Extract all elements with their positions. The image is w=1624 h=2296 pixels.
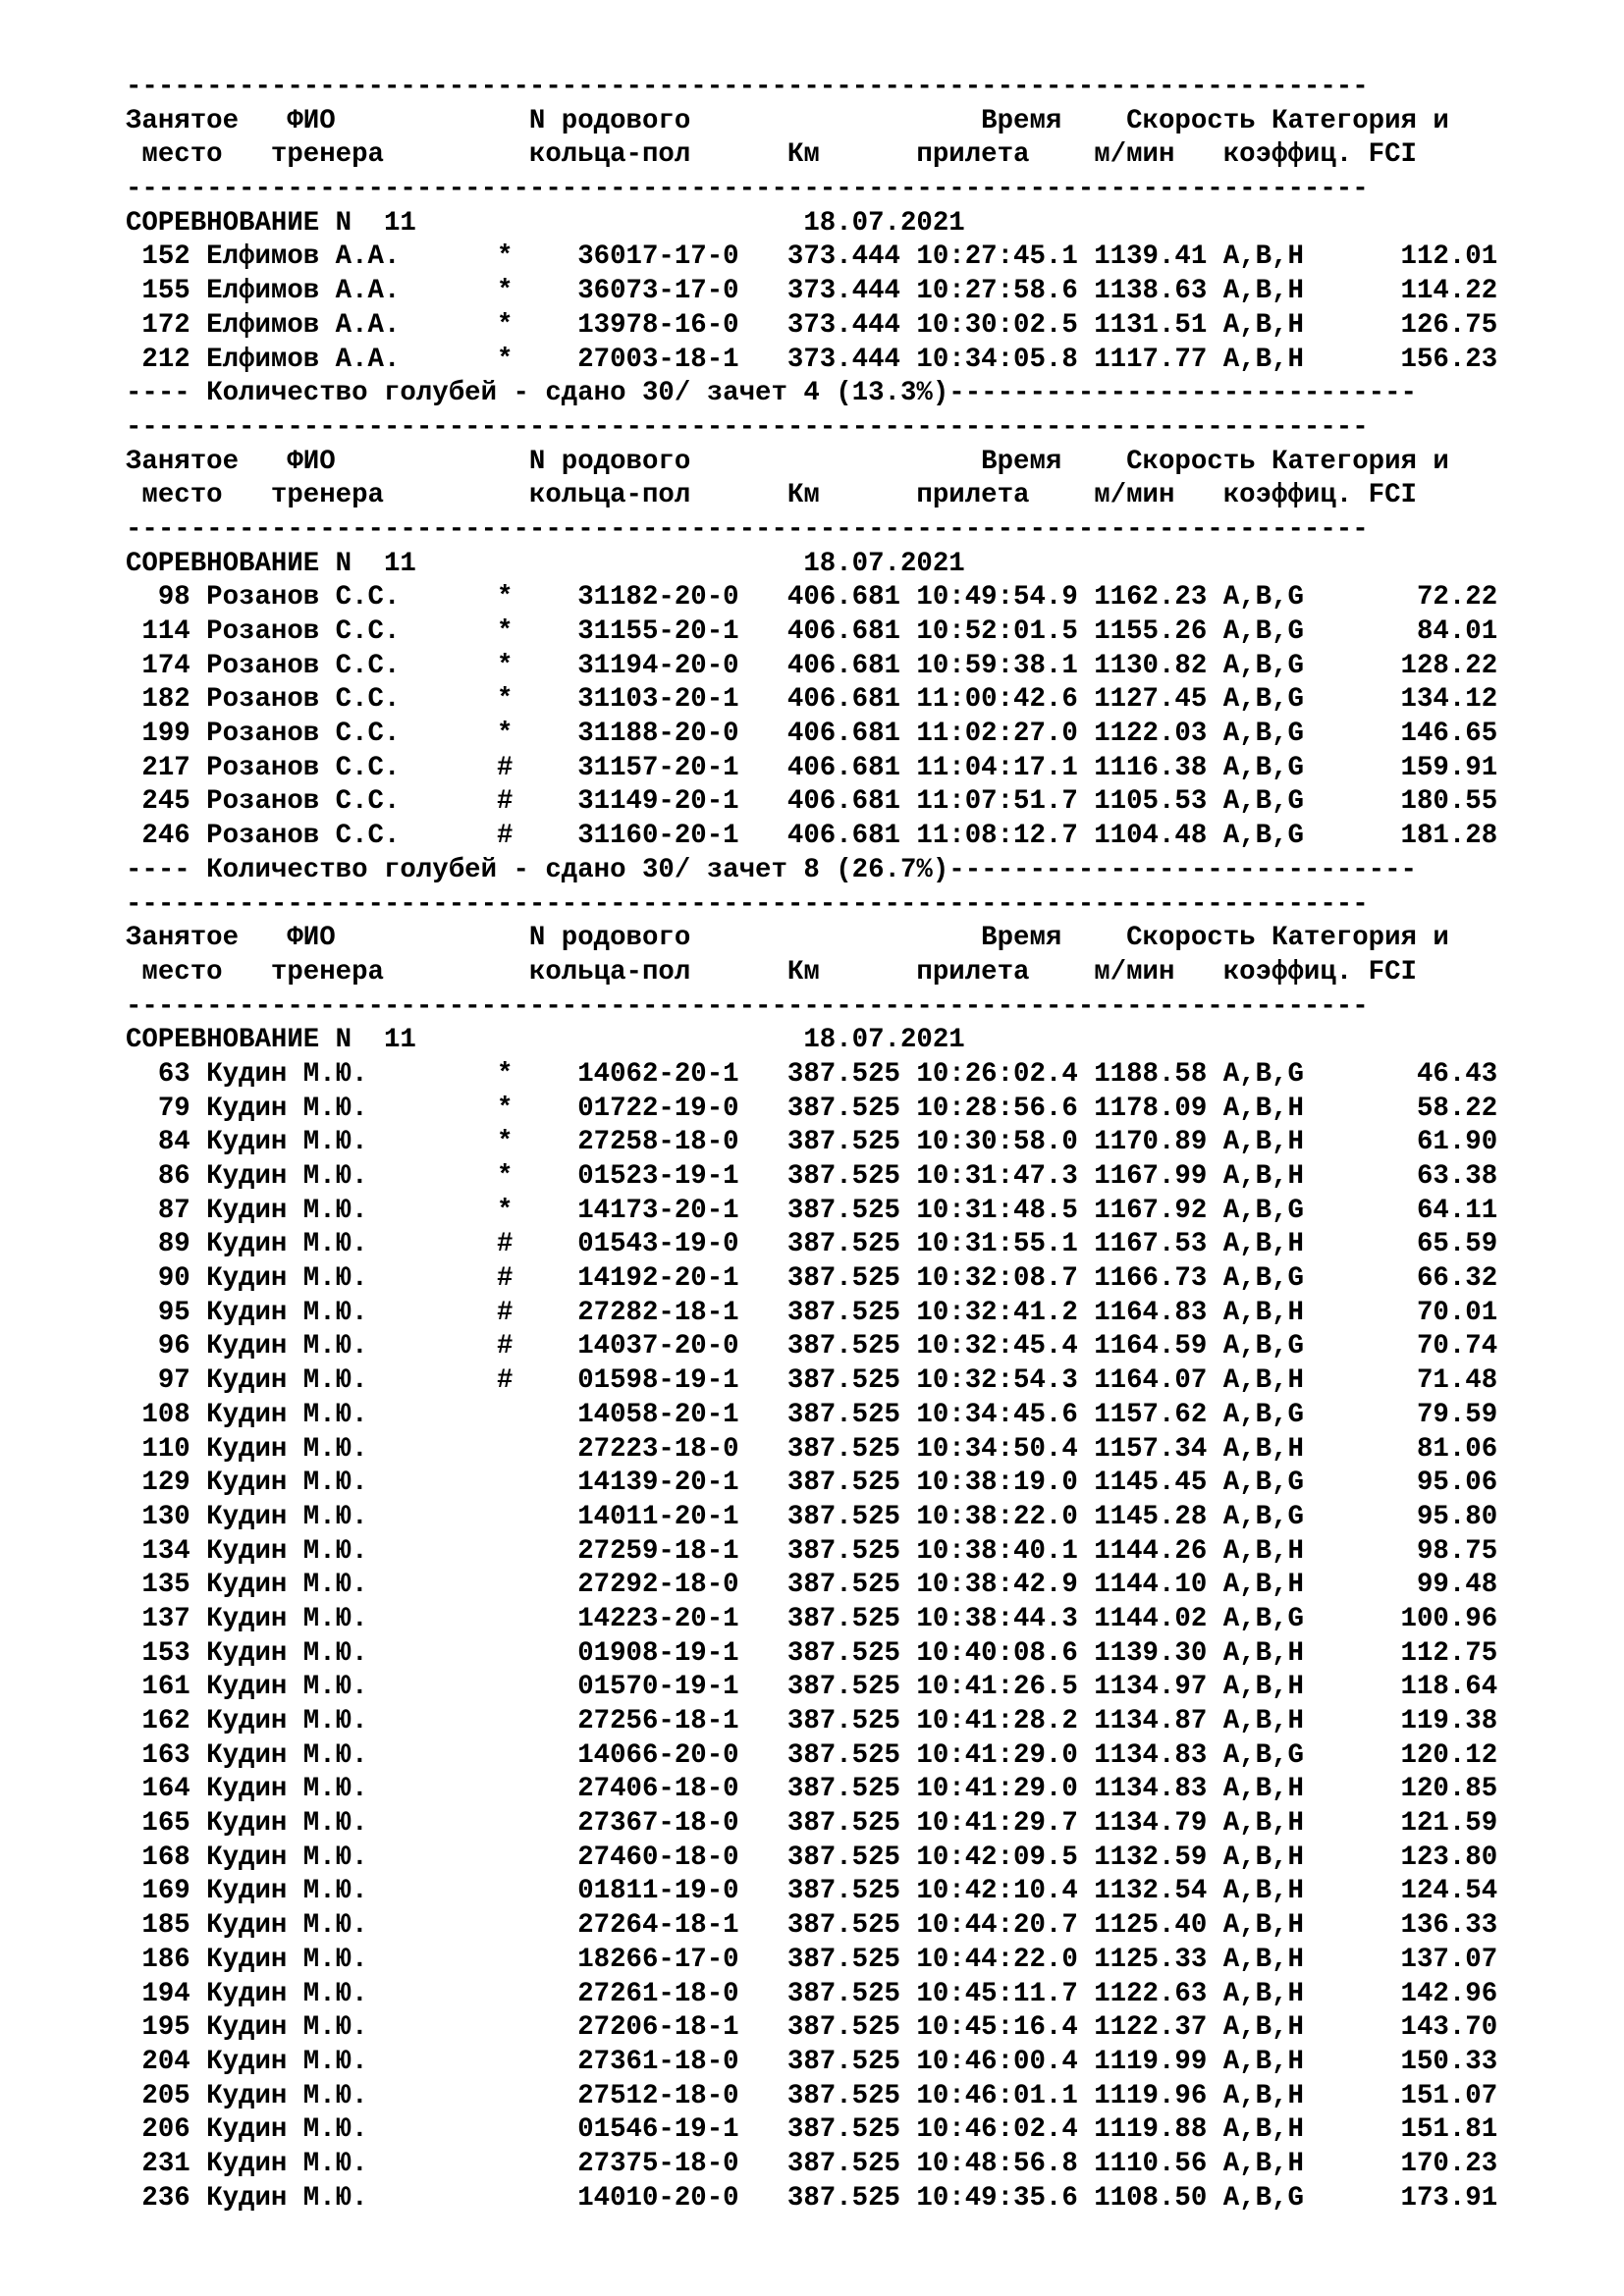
result-row: 137 Кудин М.Ю. 14223-20-1 387.525 10:38:44.3 1144.02 A,B,G 100.96: [126, 1603, 1498, 1634]
result-row: 155 Елфимов А.А. * 36073-17-0 373.444 10:27:58.6 1138.63 A,B,H 114.22: [126, 276, 1498, 307]
result-row: 96 Кудин М.Ю. # 14037-20-0 387.525 10:32:45.4 1164.59 A,B,G 70.74: [126, 1331, 1498, 1362]
result-row: 163 Кудин М.Ю. 14066-20-0 387.525 10:41:29.0 1134.83 A,B,G 120.12: [126, 1739, 1498, 1771]
result-row: 236 Кудин М.Ю. 14010-20-0 387.525 10:49:35.6 1108.50 A,B,G 173.91: [126, 2182, 1498, 2214]
result-row: 98 Розанов С.С. * 31182-20-0 406.681 10:49:54.9 1162.23 A,B,G 72.22: [126, 582, 1498, 614]
result-row: 204 Кудин М.Ю. 27361-18-0 387.525 10:46:00.4 1119.99 A,B,H 150.33: [126, 2046, 1498, 2077]
result-row: 231 Кудин М.Ю. 27375-18-0 387.525 10:48:56.8 1110.56 A,B,H 170.23: [126, 2148, 1498, 2179]
result-row: 246 Розанов С.С. # 31160-20-1 406.681 11:08:12.7 1104.48 A,B,G 181.28: [126, 821, 1498, 852]
column-header-line-1: Занятое ФИО N родового Время Скорость Категория и: [126, 105, 1449, 136]
result-row: 245 Розанов С.С. # 31149-20-1 406.681 11:07:51.7 1105.53 A,B,G 180.55: [126, 786, 1498, 818]
section-summary: ---- Количество голубей - сдано 30/ зачет 4 (13.3%)-----------------------------: [126, 378, 1417, 409]
result-row: 164 Кудин М.Ю. 27406-18-0 387.525 10:41:29.0 1134.83 A,B,H 120.85: [126, 1774, 1498, 1805]
result-row: 90 Кудин М.Ю. # 14192-20-1 387.525 10:32:08.7 1166.73 A,B,G 66.32: [126, 1263, 1498, 1295]
result-row: 168 Кудин М.Ю. 27460-18-0 387.525 10:42:09.5 1132.59 A,B,H 123.80: [126, 1842, 1498, 1873]
result-row: 129 Кудин М.Ю. 14139-20-1 387.525 10:38:19.0 1145.45 A,B,G 95.06: [126, 1468, 1498, 1499]
separator-line: -----------------------------------------------------------------------------: [126, 888, 1369, 920]
result-row: 195 Кудин М.Ю. 27206-18-1 387.525 10:45:16.4 1122.37 A,B,H 143.70: [126, 2012, 1498, 2044]
result-row: 63 Кудин М.Ю. * 14062-20-1 387.525 10:26:02.4 1188.58 A,B,G 46.43: [126, 1058, 1498, 1090]
result-row: 186 Кудин М.Ю. 18266-17-0 387.525 10:44:22.0 1125.33 A,B,H 137.07: [126, 1944, 1498, 1975]
competition-title: СОРЕВНОВАНИЕ N 11 18.07.2021: [126, 1025, 965, 1056]
result-row: 89 Кудин М.Ю. # 01543-19-0 387.525 10:31:55.1 1167.53 A,B,H 65.59: [126, 1229, 1498, 1260]
result-row: 134 Кудин М.Ю. 27259-18-1 387.525 10:38:40.1 1144.26 A,B,H 98.75: [126, 1535, 1498, 1567]
result-row: 205 Кудин М.Ю. 27512-18-0 387.525 10:46:01.1 1119.96 A,B,H 151.07: [126, 2080, 1498, 2111]
separator-line: -----------------------------------------------------------------------------: [126, 72, 1369, 102]
result-row: 194 Кудин М.Ю. 27261-18-0 387.525 10:45:11.7 1122.63 A,B,H 142.96: [126, 1978, 1498, 2009]
separator-line: -----------------------------------------------------------------------------: [126, 411, 1369, 443]
result-row: 130 Кудин М.Ю. 14011-20-1 387.525 10:38:22.0 1145.28 A,B,G 95.80: [126, 1501, 1498, 1532]
result-row: 169 Кудин М.Ю. 01811-19-0 387.525 10:42:10.4 1132.54 A,B,H 124.54: [126, 1876, 1498, 1907]
result-row: 199 Розанов С.С. * 31188-20-0 406.681 11:02:27.0 1122.03 A,B,G 146.65: [126, 719, 1498, 750]
separator-line: -----------------------------------------------------------------------------: [126, 174, 1369, 205]
column-header-line-1: Занятое ФИО N родового Время Скорость Категория и: [126, 446, 1449, 477]
result-row: 172 Елфимов А.А. * 13978-16-0 373.444 10:30:02.5 1131.51 A,B,H 126.75: [126, 309, 1498, 341]
result-row: 212 Елфимов А.А. * 27003-18-1 373.444 10:34:05.8 1117.77 A,B,H 156.23: [126, 344, 1498, 375]
result-row: 97 Кудин М.Ю. # 01598-19-1 387.525 10:32:54.3 1164.07 A,B,H 71.48: [126, 1365, 1498, 1397]
result-row: 95 Кудин М.Ю. # 27282-18-1 387.525 10:32:41.2 1164.83 A,B,H 70.01: [126, 1297, 1498, 1328]
column-header-line-1: Занятое ФИО N родового Время Скорость Категория и: [126, 923, 1449, 954]
competition-title: СОРЕВНОВАНИЕ N 11 18.07.2021: [126, 207, 965, 239]
column-header-line-2: место тренера кольца-пол Км прилета м/мин коэффиц. FCI: [126, 139, 1417, 171]
competition-title: СОРЕВНОВАНИЕ N 11 18.07.2021: [126, 548, 965, 579]
result-row: 162 Кудин М.Ю. 27256-18-1 387.525 10:41:28.2 1134.87 A,B,H 119.38: [126, 1706, 1498, 1736]
result-row: 84 Кудин М.Ю. * 27258-18-0 387.525 10:30:58.0 1170.89 A,B,H 61.90: [126, 1127, 1498, 1158]
separator-line: -----------------------------------------------------------------------------: [126, 990, 1369, 1022]
result-row: 79 Кудин М.Ю. * 01722-19-0 387.525 10:28:56.6 1178.09 A,B,H 58.22: [126, 1093, 1498, 1124]
column-header-line-2: место тренера кольца-пол Км прилета м/мин коэффиц. FCI: [126, 956, 1417, 988]
result-row: 217 Розанов С.С. # 31157-20-1 406.681 11:04:17.1 1116.38 A,B,G 159.91: [126, 752, 1498, 783]
result-row: 153 Кудин М.Ю. 01908-19-1 387.525 10:40:08.6 1139.30 A,B,H 112.75: [126, 1637, 1498, 1669]
result-row: 87 Кудин М.Ю. * 14173-20-1 387.525 10:31:48.5 1167.92 A,B,G 64.11: [126, 1195, 1498, 1226]
result-row: 152 Елфимов А.А. * 36017-17-0 373.444 10:27:45.1 1139.41 A,B,H 112.01: [126, 241, 1498, 273]
column-header-line-2: место тренера кольца-пол Км прилета м/мин коэффиц. FCI: [126, 480, 1417, 511]
result-row: 86 Кудин М.Ю. * 01523-19-1 387.525 10:31:47.3 1167.99 A,B,H 63.38: [126, 1161, 1498, 1192]
separator-line: -----------------------------------------------------------------------------: [126, 513, 1369, 545]
result-row: 185 Кудин М.Ю. 27264-18-1 387.525 10:44:20.7 1125.40 A,B,H 136.33: [126, 1910, 1498, 1942]
result-row: 135 Кудин М.Ю. 27292-18-0 387.525 10:38:42.9 1144.10 A,B,H 99.48: [126, 1570, 1498, 1601]
result-row: 108 Кудин М.Ю. 14058-20-1 387.525 10:34:45.6 1157.62 A,B,G 79.59: [126, 1399, 1498, 1430]
result-row: 114 Розанов С.С. * 31155-20-1 406.681 10:52:01.5 1155.26 A,B,G 84.01: [126, 616, 1498, 647]
result-row: 174 Розанов С.С. * 31194-20-0 406.681 10:59:38.1 1130.82 A,B,G 128.22: [126, 650, 1498, 681]
section-summary: ---- Количество голубей - сдано 30/ зачет 8 (26.7%)-----------------------------: [126, 854, 1417, 885]
result-row: 165 Кудин М.Ю. 27367-18-0 387.525 10:41:29.7 1134.79 A,B,H 121.59: [126, 1808, 1498, 1840]
results-document: [126, 71, 1497, 2216]
result-row: 182 Розанов С.С. * 31103-20-1 406.681 11:00:42.6 1127.45 A,B,G 134.12: [126, 684, 1498, 716]
result-row: 110 Кудин М.Ю. 27223-18-0 387.525 10:34:50.4 1157.34 A,B,H 81.06: [126, 1433, 1498, 1465]
result-row: 161 Кудин М.Ю. 01570-19-1 387.525 10:41:26.5 1134.97 A,B,H 118.64: [126, 1672, 1498, 1703]
result-row: 206 Кудин М.Ю. 01546-19-1 387.525 10:46:02.4 1119.88 A,B,H 151.81: [126, 2114, 1498, 2146]
